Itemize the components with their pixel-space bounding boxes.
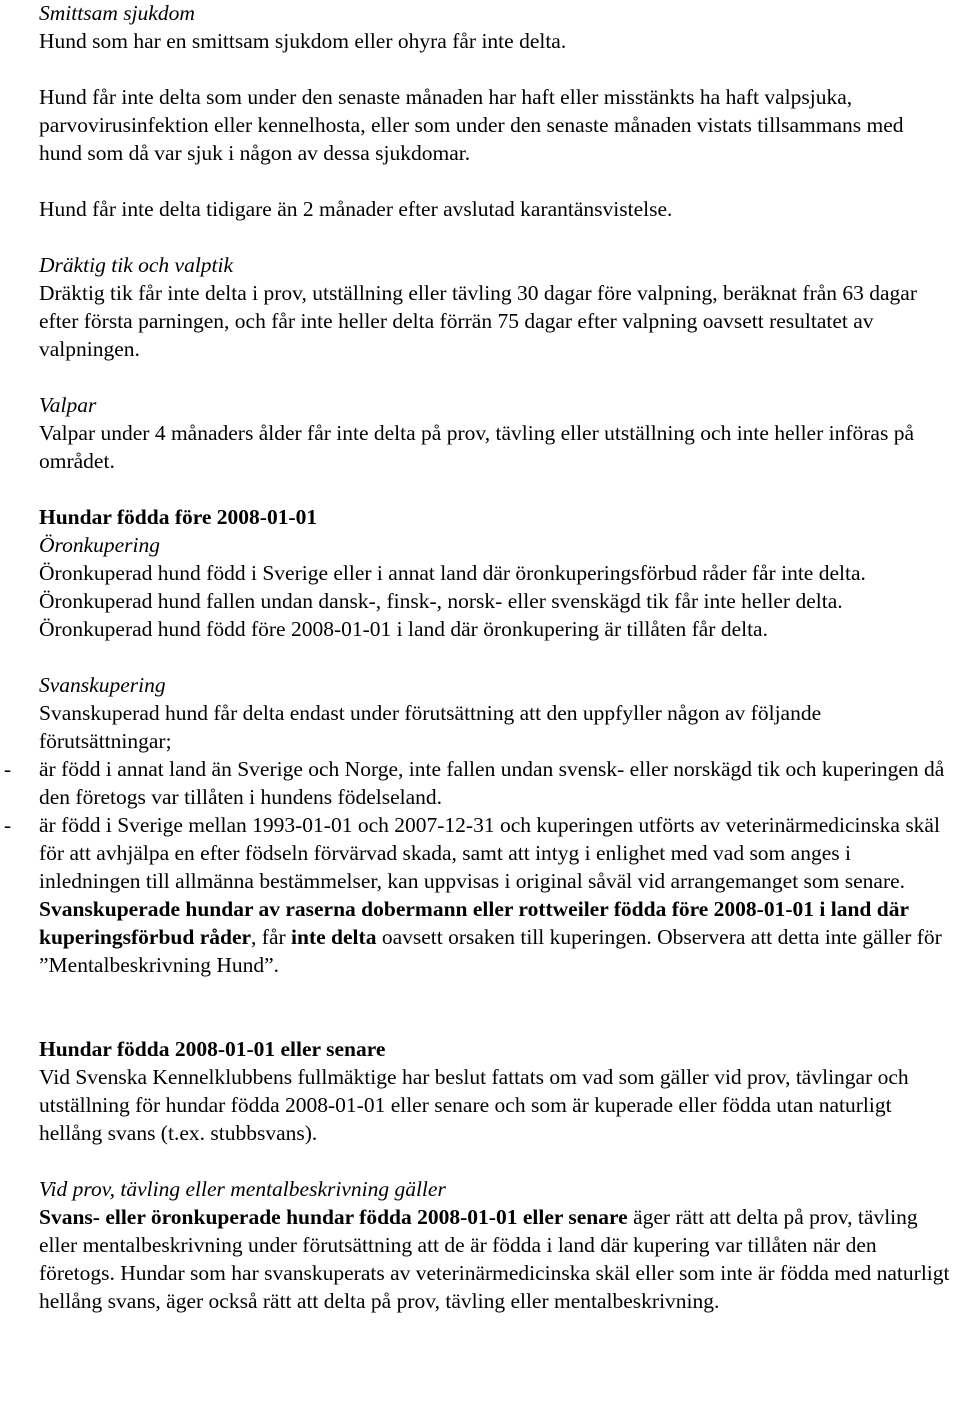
trials-rule-bold: Svans- eller öronkuperade hundar födda 2008-01-01 eller senare <box>39 1205 628 1229</box>
list-item-text: är född i Sverige mellan 1993-01-01 och 2007-12-31 och kuperingen utförts av veterinärmedicinska skäl för att avhjälpa en efter födseln förvärvad skada, samt att intyg i enlighet med vad som anges i inledningen till allmänna bestämmelser, kan uppvisas i original såväl vid arrangemanget som senare. <box>39 813 940 893</box>
list-item <box>4 811 950 895</box>
paragraph-contagious-2: Hund får inte delta som under den senaste månaden har haft eller misstänkts ha haft valpsjuka, parvovirusinfektion eller kennelhosta, eller som under den senaste månaden vistats tillsammans med hund som då var sjuk i någon av dessa sjukdomar. <box>39 85 904 165</box>
paragraph-ear-cropping: Öronkuperad hund född i Sverige eller i annat land där öronkuperingsförbud råder får inte delta. Öronkuperad hund fallen undan dansk-, finsk-, norsk- eller svenskägd tik får inte heller delta. Öronkuperad hund född före 2008-01-01 i land där öronkupering är tillåten får delta. <box>39 561 866 641</box>
breed-note-text-2: oavsett orsaken till kuperingen. Observera att detta inte gäller för ”Mentalbeskrivning Hund”. <box>39 925 942 977</box>
list-item-text: är född i annat land än Sverige och Norge, inte fallen undan svensk- eller norskägd tik och kuperingen då den företogs var tillåten i hundens födelseland. <box>39 757 945 809</box>
paragraph-quarantine: Hund får inte delta tidigare än 2 månader efter avslutad karantänsvistelse. <box>39 197 673 221</box>
paragraph-puppies: Valpar under 4 månaders ålder får inte delta på prov, tävling eller utställning och inte heller införas på området. <box>39 421 915 473</box>
paragraph-kennel-club-decision: Vid Svenska Kennelklubbens fullmäktige har beslut fattats om vad som gäller vid prov, tävlingar och utställning för hundar födda 2008-01-01 eller senare och som är kuperade eller födda utan naturligt hellång svans (t.ex. stubbsvans). <box>39 1065 909 1145</box>
paragraph-trials-rule <box>39 1203 950 1315</box>
paragraph-pregnant: Dräktig tik får inte delta i prov, utställning eller tävling 30 dagar före valpning, beräknat från 63 dagar efter första parningen, och får inte heller delta förrän 75 dagar efter valpning oavsett resultatet av valpningen. <box>39 281 918 361</box>
heading-contagious-disease: Smittsam sjukdom <box>39 1 195 25</box>
trials-rule-text: äger rätt att delta på prov, tävling eller mentalbeskrivning under förutsättning att de är födda i land där kupering var tillåten när den företogs. Hundar som har svanskuperats av veterinärmedicinska skäl eller som inte är födda med naturligt hellång svans, äger också rätt att delta på prov, tävling eller mentalbeskrivning. <box>39 1205 950 1313</box>
heading-born-before-2008: Hundar födda före 2008-01-01 <box>39 505 318 529</box>
heading-tail-docking: Svanskupering <box>39 673 166 697</box>
heading-pregnant-bitch: Dräktig tik och valptik <box>39 253 234 277</box>
heading-ear-cropping: Öronkupering <box>39 533 161 557</box>
paragraph-contagious-1: Hund som har en smittsam sjukdom eller ohyra får inte delta. <box>39 29 567 53</box>
heading-trials-apply: Vid prov, tävling eller mentalbeskrivning gäller <box>39 1177 446 1201</box>
heading-puppies: Valpar <box>39 393 97 417</box>
heading-born-2008-or-later: Hundar födda 2008-01-01 eller senare <box>39 1037 386 1061</box>
paragraph-breed-note <box>39 895 950 979</box>
list-dash: - <box>4 757 12 781</box>
paragraph-tail-docking-intro: Svanskuperad hund får delta endast under förutsättning att den uppfyller någon av följande förutsättningar; <box>39 701 822 753</box>
breed-note-bold-2: inte delta <box>291 925 377 949</box>
list-item <box>4 755 950 811</box>
breed-note-text-1: , får <box>251 925 292 949</box>
breed-note-bold-1: Svanskuperade hundar av raserna dobermann eller rottweiler födda före 2008-01-01 i land där kuperingsförbud råder <box>39 897 909 949</box>
list-dash: - <box>4 813 12 837</box>
tail-docking-conditions-list <box>4 755 950 895</box>
